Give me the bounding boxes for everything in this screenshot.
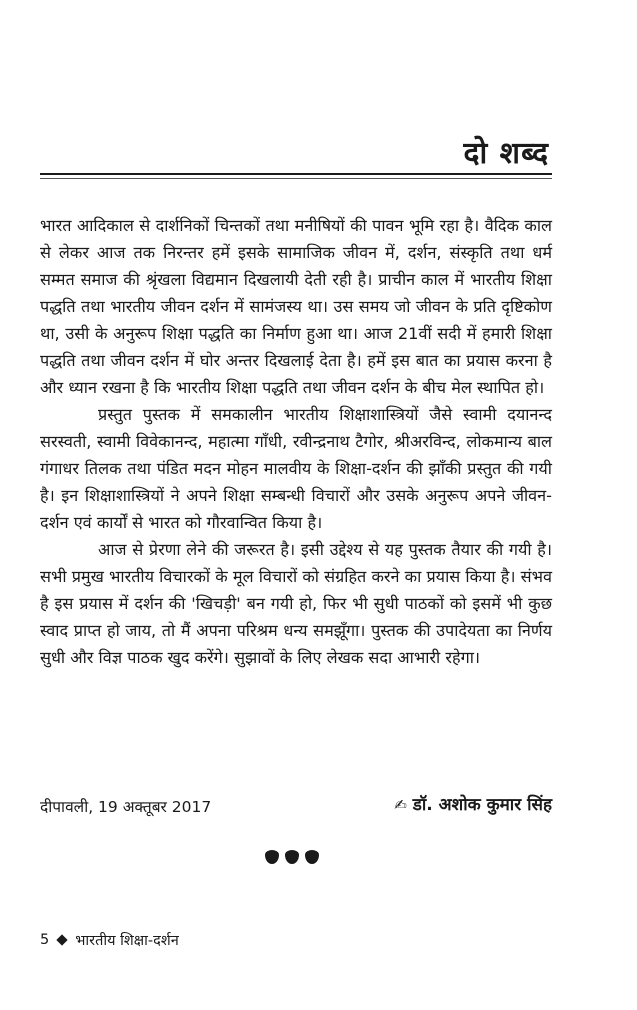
paragraph-1: भारत आदिकाल से दार्शनिकों चिन्तकों तथा मनीषियों की पावन भूमि रहा है। वैदिक काल से लेकर आज तक निरन्तर हमें इसके सामाजिक जीवन में, दर्शन, संस्कृति तथा धर्म सम्मत समाज की श्रृंखला विद्यमान दिखलायी देती रही है। प्राचीन काल में भारतीय शिक्षा पद्धति तथा भारतीय जीवन दर्शन में सामंजस्य था। उस समय जो जीवन के प्रति दृष्टिकोण था, उसी के अनुरूप शिक्षा पद्धति का निर्माण हुआ था। आज 21वीं सदी में हमारी शिक्षा पद्धति तथा जीवन दर्शन में घोर अन्तर दिखलाई देता है। हमें इस बात का प्रयास करना है और ध्यान रखना है कि भारतीय शिक्षा पद्धति तथा जीवन दर्शन के बीच मेल स्थापित हो। <box>40 216 552 397</box>
body-text <box>40 212 552 671</box>
section-ornament <box>265 850 319 864</box>
ornament-dot-icon <box>285 850 299 864</box>
signature-line <box>40 795 552 819</box>
page-number: 5 <box>40 932 50 948</box>
author-name: डॉ. अशोक कुमार सिंह <box>412 795 552 815</box>
title-underline-thin <box>40 178 552 179</box>
running-title: भारतीय शिक्षा-दर्शन <box>75 933 179 949</box>
diamond-icon <box>57 934 68 945</box>
paragraph-3: आज से प्रेरणा लेने की जरूरत है। इसी उद्देश्य से यह पुस्तक तैयार की गयी है। सभी प्रमुख भारतीय विचारकों के मूल विचारों को संग्रहित करने का प्रयास किया है। संभव है इस प्रयास में दर्शन की 'खिचड़ी' बन गयी हो, फिर भी सुधी पाठकों को इसमें भी कुछ स्वाद प्राप्त हो जाय, तो मैं अपना परिश्रम धन्य समझूँगा। पुस्तक की उपादेयता का निर्णय सुधी और विज्ञ पाठक खुद करेंगे। सुझावों के लिए लेखक सदा आभारी रहेगा। <box>40 540 552 667</box>
title-underline <box>40 173 552 175</box>
ornament-dot-icon <box>305 850 319 864</box>
page-footer <box>40 930 179 950</box>
ornament-dot-icon <box>265 850 279 864</box>
date: दीपावली, 19 अक्तूबर 2017 <box>40 798 212 816</box>
paragraph-2: प्रस्तुत पुस्तक में समकालीन भारतीय शिक्षाशास्त्रियों जैसे स्वामी दयानन्द सरस्वती, स्वामी विवेकानन्द, महात्मा गाँधी, रवीन्द्रनाथ टैगोर, श्रीअरविन्द, लोकमान्य बाल गंगाधर तिलक तथा पंडित मदन मोहन मालवीय के शिक्षा-दर्शन की झाँकी प्रस्तुत की गयी है। इन शिक्षाशास्त्रियों ने अपने शिक्षा सम्बन्धी विचारों और उसके अनुरूप अपने जीवन-दर्शन एवं कार्यों से भारत को गौरवान्वित किया है। <box>40 405 552 532</box>
pen-icon: ✍ <box>394 796 407 814</box>
page-title: दो शब्द <box>463 136 549 171</box>
author-signature <box>394 792 552 815</box>
